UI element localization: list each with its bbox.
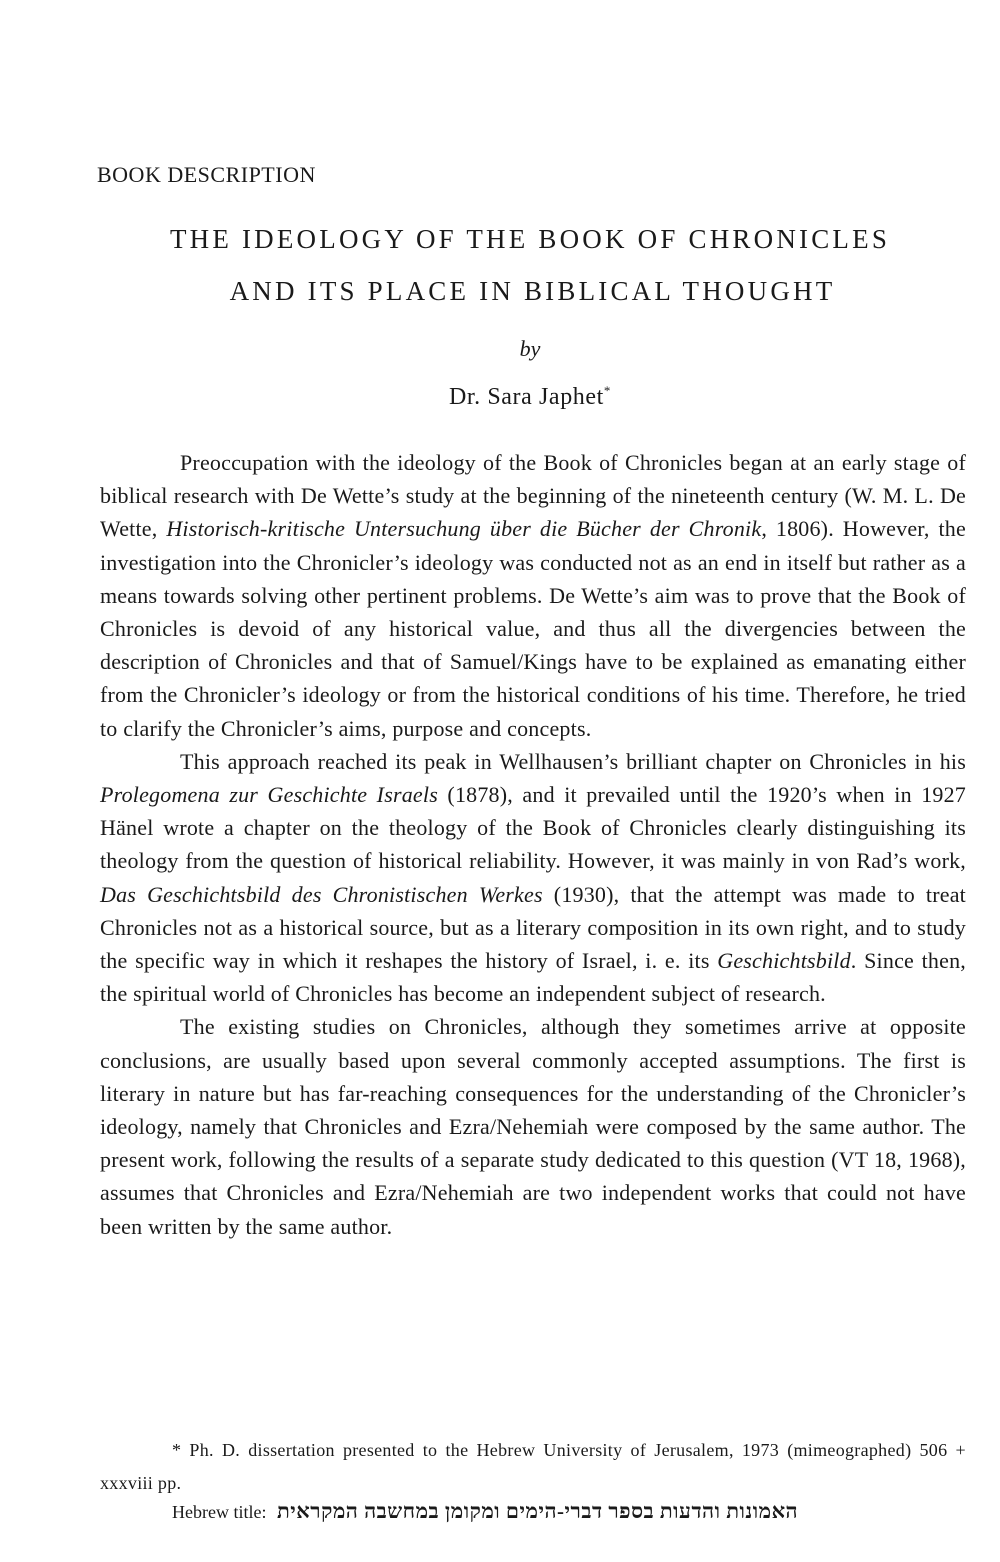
hebrew-title-label: Hebrew title: [172,1502,267,1522]
author-text: Dr. Sara Japhet [448,384,604,410]
p2-text-g: . Since then, the spiritual world of Chronicles has become an independent subject of research. [100,948,966,1007]
paragraph-1 [100,446,966,745]
p1-text-a: Preoccupation with the ideology of the Book of Chronicles began at an early stage of biblical research with De Wette’s study at the beginning of the nineteenth century (W. M. L. De Wette, [100,450,966,542]
p2-italic-title-1: Prolegomena zur Geschichte Israels [100,782,438,808]
footnote-text: * Ph. D. dissertation presented to the Hebrew University of Jerusalem, 1973 (mimeographed) 506 + xxxviii pp. [100,1440,966,1493]
paragraph-3: The existing studies on Chronicles, although they sometimes arrive at opposite conclusions, are usually based upon several commonly accepted assumptions. The first is literary in nature but has far-reaching consequences for the understanding of the Chronicler’s ideology, namely that Chronicles and Ezra/Nehemiah were composed by the same author. The present work, following the results of a separate study dedicated to this question (VT 18, 1968), assumes that Chronicles and Ezra/Nehemiah are two independent works that could not have been written by the same author. [100,1014,966,1239]
p2-text-e: (1930), that the attempt was made to treat Chronicles not as a historical source, but as a literary composition in its own right, and to study the specific way in which it reshapes the history of Israel, i. e. its [100,881,966,974]
p1-text-c: , 1806). However, the investigation into the Chronicler’s ideology was conducted not as an end in itself but rather as a means towards solving other pertinent problems. De Wette’s aim was to prove that the Book of Chronicles is devoid of any historical value, and thus all the divergencies between the description of Chronicles and that of Samuel/Kings have to be explained as emanating either from the Chronicler’s ideology or from the historical conditions of his time. Therefore, he tried to clarify the Chronicler’s aims, purpose and concepts. [100,516,966,741]
title-line-1: THE IDEOLOGY OF THE BOOK OF CHRONICLES [169,224,891,254]
author-footnote-mark: * [603,383,612,398]
p2-text-c: (1878), and it prevailed until the 1920’s when in 1927 Hänel wrote a chapter on the theology of the Book of Chronicles clearly distinguishing its theology from the question of historical reliability. However, it was mainly in von Rad’s work, [100,782,967,874]
p2-italic-title-2: Das Geschichtsbild des Chronistischen Werkes [100,881,543,907]
body-text [100,446,966,1243]
section-label: BOOK DESCRIPTION [97,162,316,187]
title-line-2: AND ITS PLACE IN BIBLICAL THOUGHT [229,276,836,306]
hebrew-title: האמונות והדעות בספר דברי-הימים ומקומן במחשבה המקראית [276,1499,799,1523]
p2-text-a: This approach reached its peak in Wellhausen’s brilliant chapter on Chronicles in his [180,748,966,774]
paragraph-2 [100,745,966,1011]
byline-by: by [519,336,541,361]
hebrew-title-line [172,1499,972,1524]
p1-italic-title: Historisch-kritische Untersuchung über die Bücher der Chronik [166,516,762,542]
footnote [100,1434,966,1500]
author-name [0,383,1000,411]
p2-italic-term: Geschichtsbild [717,948,851,974]
